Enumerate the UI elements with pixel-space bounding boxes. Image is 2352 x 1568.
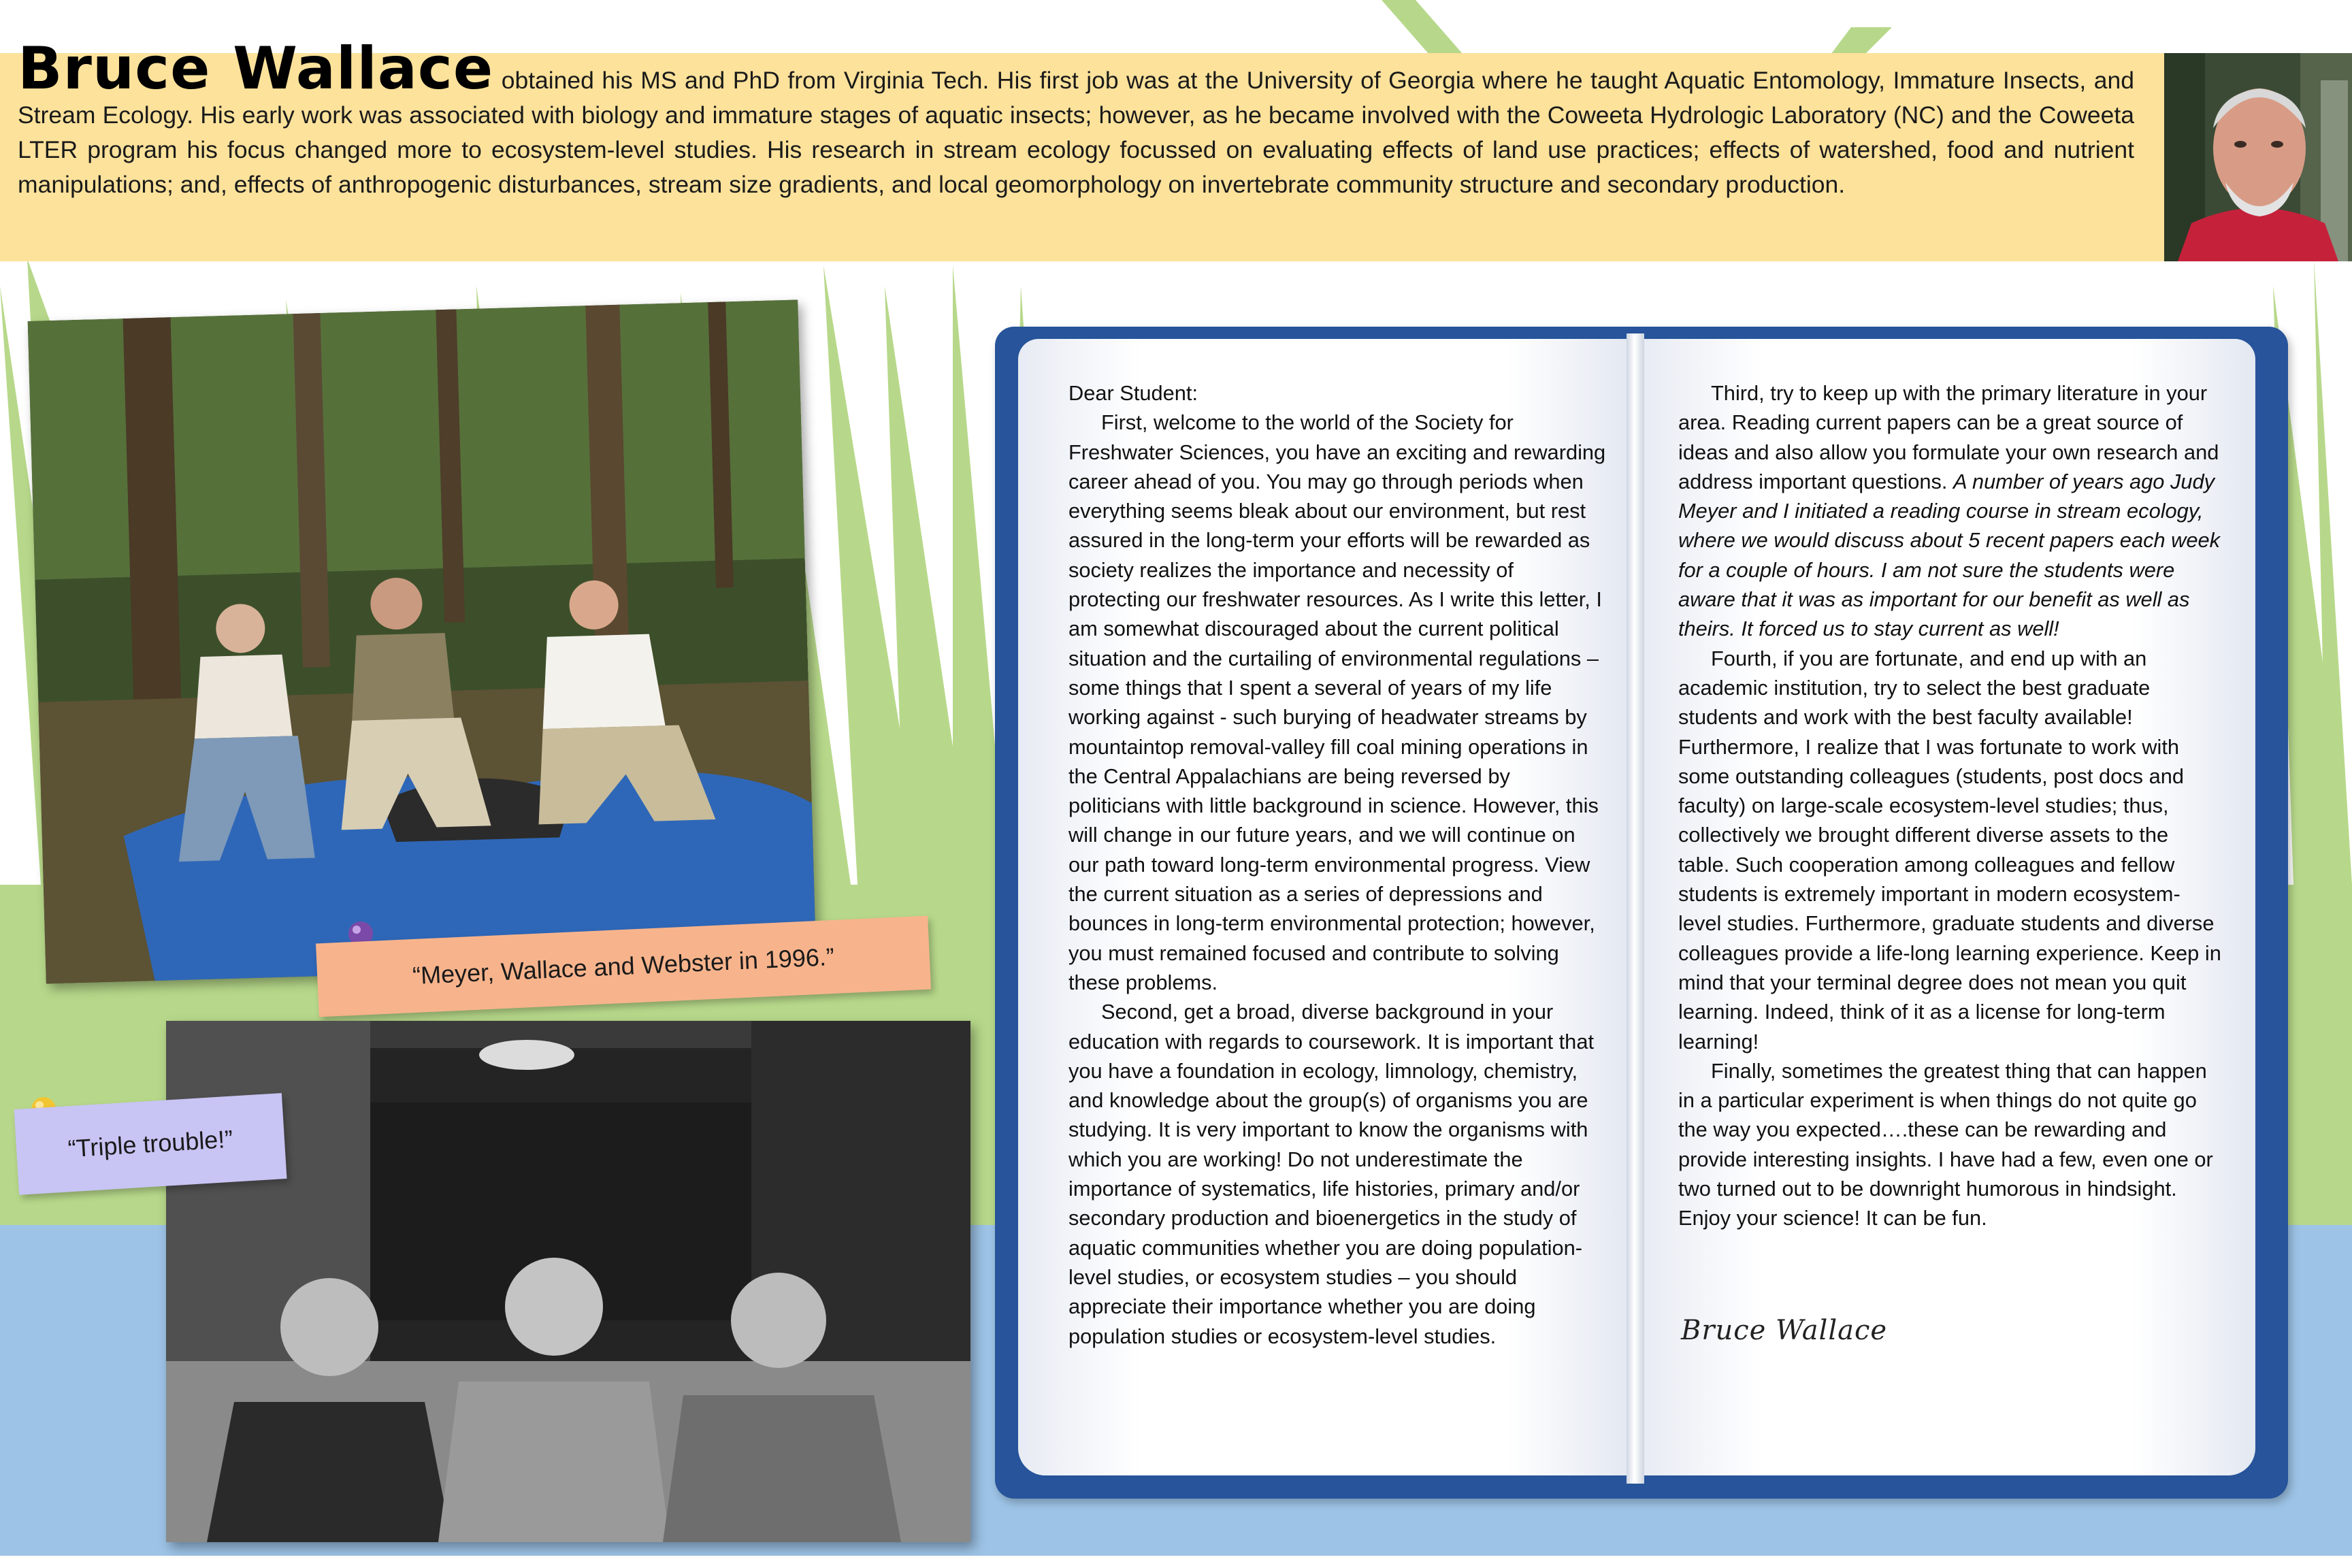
letter-paragraph-second: Second, get a broad, diverse background in your education with regards to coursework. It is important that you have a foundation in ecology, limnology, chemistry, and knowledge about the group(s) of organisms you are studying. It is very important to know the organisms with which you are working! Do not underestimate the importance of systematics, life histories, primary and/or secondary production and bioenergetics in the study of aquatic communities whether you are doing population-level studies, or ecosystem studies – you should appreciate their importance whether you are doing population studies or ecosystem-level studies. (1068, 1000, 1594, 1348)
portrait-photo (2164, 53, 2352, 261)
letter-column-right (1678, 378, 2223, 1233)
bio-paragraph (18, 35, 2134, 202)
caption-photo-1-text: “Meyer, Wallace and Webster in 1996.” (412, 942, 835, 990)
letter-third-italic: A number of years ago Judy Meyer and I initiated a reading course in stream ecology, where we would discuss about 5 recent papers each week for a couple of hours. I am not sure the students were aware that it was as important for our benefit as well as theirs. It forced us to stay current as well! (1678, 469, 2221, 641)
caption-note-photo-2 (14, 1093, 287, 1195)
letter-paragraph-first: First, welcome to the world of the Society for Freshwater Sciences, you have an exciting and rewarding career ahead of you. You may go through periods when everything seems bleak about our environment, but rest assured in the long-term your efforts will be rewarded as society realizes the importance and necessity of protecting our freshwater resources. As I write this letter, I am somewhat discouraged about the current political situation and the curtailing of environmental regulations – some things that I spent a several of years of my life working against - such burying of headwater streams by mountaintop removal-valley fill coal mining operations in the Central Appalachians are being reversed by politicians with little background in science. However, this will change in our future years, and we will continue on our path toward long-term environmental progress. View the current situation as a series of depressions and bounces in long-term environmental protection; however, you must remained focused and contribute to solving these problems. (1068, 410, 1606, 994)
photo-triple-trouble (166, 1021, 970, 1542)
photo-field-crew (28, 299, 817, 983)
bio-body-text: obtained his MS and PhD from Virginia Tech. His first job was at the University of Georgia where he taught Aquatic Entomology, Immature Insects, and Stream Ecology. His early work was associated with biology and immature stages of aquatic insects; however, as he became involved with the Coweeta Hydrologic Laboratory (NC) and the Coweeta LTER program his focus changed more to ecosystem-level studies. His research in stream ecology focussed on evaluating effects of land use practices; effects of watershed, food and nutrient manipulations; and, effects of anthropogenic disturbances, stream size gradients, and local geomorphology on invertebrate community structure and secondary production. (18, 67, 2134, 198)
letter-salutation: Dear Student: (1068, 381, 1198, 405)
caption-photo-2-text: “Triple trouble!” (67, 1124, 234, 1163)
book-spine (1627, 333, 1644, 1484)
bio-name-heading: Bruce Wallace (18, 35, 494, 103)
letter-paragraph-fourth: Fourth, if you are fortunate, and end up with an academic institution, try to select the best graduate students and work with the best faculty available! Furthermore, I realize that I was fortunate to work with some outstanding colleagues (students, post docs and faculty) on large-scale ecosystem-level studies; thus, collectively we brought different diverse assets to the table. Such cooperation among colleagues and fellow students is extremely important in modern ecosystem-level studies. Furthermore, graduate students and diverse colleagues provide a life-long learning experience. Keep in mind that your terminal degree does not mean you quit learning. Indeed, think of it as a license for long-term learning! (1678, 646, 2221, 1054)
letter-paragraph-fifth: Finally, sometimes the greatest thing that can happen in a particular experiment is when things do not quite go the way you expected….these can be rewarding and provide interesting insights. I have had a few, even one or two turned out to be downright humorous in hindsight. Enjoy your science! It can be fun. (1678, 1058, 2213, 1230)
letter-third-plain: Third, try to keep up with the primary literature in your area. Reading current papers can be a great source of ideas and also allow you formulate your own research and address important questions. (1678, 381, 2219, 493)
letter-paragraph-third (1678, 378, 2223, 644)
letter-column-left (1068, 378, 1606, 1351)
letter-signature: Bruce Wallace (1681, 1315, 1888, 1346)
